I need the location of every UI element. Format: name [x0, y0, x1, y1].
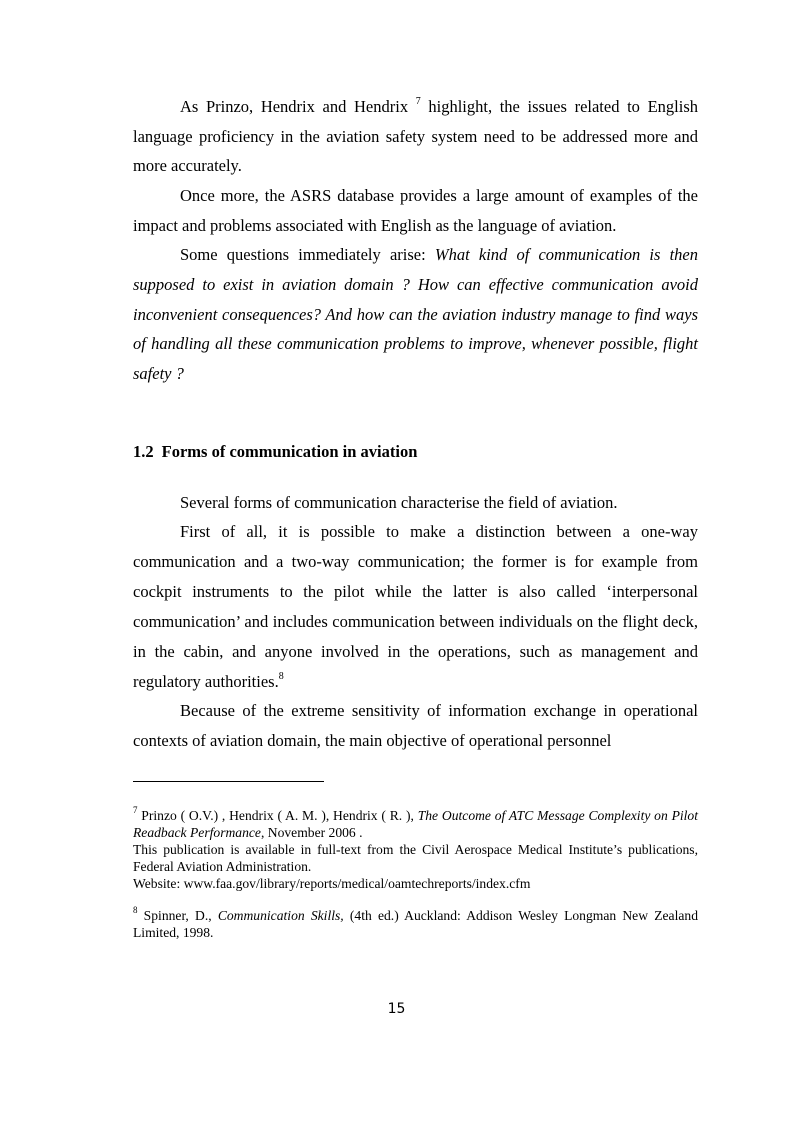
- footnote-ref-8[interactable]: 8: [278, 670, 284, 682]
- footnote-author: Spinner, D.,: [137, 908, 218, 923]
- footnote-authors: Prinzo ( O.V.) , Hendrix ( A. M. ), Hendrix ( R. ),: [137, 808, 418, 823]
- paragraph-text: highlight, the issues related to English language proficiency in the aviation safety system need to be addressed more and more accurately.: [133, 97, 698, 175]
- footnote-separator: [133, 781, 324, 782]
- paragraph-questions: [133, 240, 698, 389]
- footnote-7: [133, 807, 698, 892]
- paragraph-prinzo: [133, 92, 698, 181]
- section-number: 1.2: [133, 442, 154, 461]
- paragraph-text: First of all, it is possible to make a distinction between a one-way communication and a two-way communication; the former is for example from cockpit instruments to the pilot while the latter is also called ‘interpersonal communication’ and includes communication between individuals on the flight deck, in the cabin, and anyone involved in the operations, such as management and regulatory authorities.: [133, 522, 698, 691]
- italic-questions: What kind of communication is then supposed to exist in aviation domain ? How can effective communication avoid inconvenient consequences? And how can the aviation industry manage to find ways of handling all these communication problems to improve, whenever possible, flight safety ?: [133, 245, 698, 384]
- footnote-mark: 7: [133, 805, 138, 816]
- section-heading: [133, 442, 417, 462]
- footnote-website[interactable]: Website: www.faa.gov/library/reports/medical/oamtechreports/index.cfm: [133, 876, 531, 891]
- footnote-8: [133, 907, 698, 941]
- paragraph-forms: Several forms of communication characterise the field of aviation.: [180, 493, 618, 512]
- paragraph-distinction: [133, 517, 698, 697]
- paragraph-sensitivity: Because of the extreme sensitivity of information exchange in operational contexts of aviation domain, the main objective of operational personnel: [133, 701, 698, 750]
- paragraph-text: Some questions immediately arise:: [180, 245, 435, 264]
- footnote-date: , November 2006 .: [260, 825, 363, 840]
- footnote-mark: 8: [133, 905, 138, 916]
- footnote-ref-7[interactable]: 7: [415, 95, 421, 107]
- paragraph-text: As Prinzo, Hendrix and Hendrix: [180, 97, 416, 116]
- section-title: Forms of communication in aviation: [161, 442, 418, 461]
- paragraph-asrs: Once more, the ASRS database provides a large amount of examples of the impact and problems associated with English as the language of aviation.: [133, 186, 698, 235]
- footnote-publisher: (4th ed.) Auckland: Addison Wesley Longman New Zealand Limited, 1998.: [133, 908, 698, 940]
- footnote-title: The Outcome of ATC Message Complexity on Pilot Readback Performance: [133, 808, 698, 840]
- footnote-title: Communication Skills,: [217, 908, 344, 923]
- page-number: 15: [387, 1001, 406, 1017]
- footnote-availability: This publication is available in full-text from the Civil Aerospace Medical Institute’s publications, Federal Aviation Administration.: [133, 842, 698, 874]
